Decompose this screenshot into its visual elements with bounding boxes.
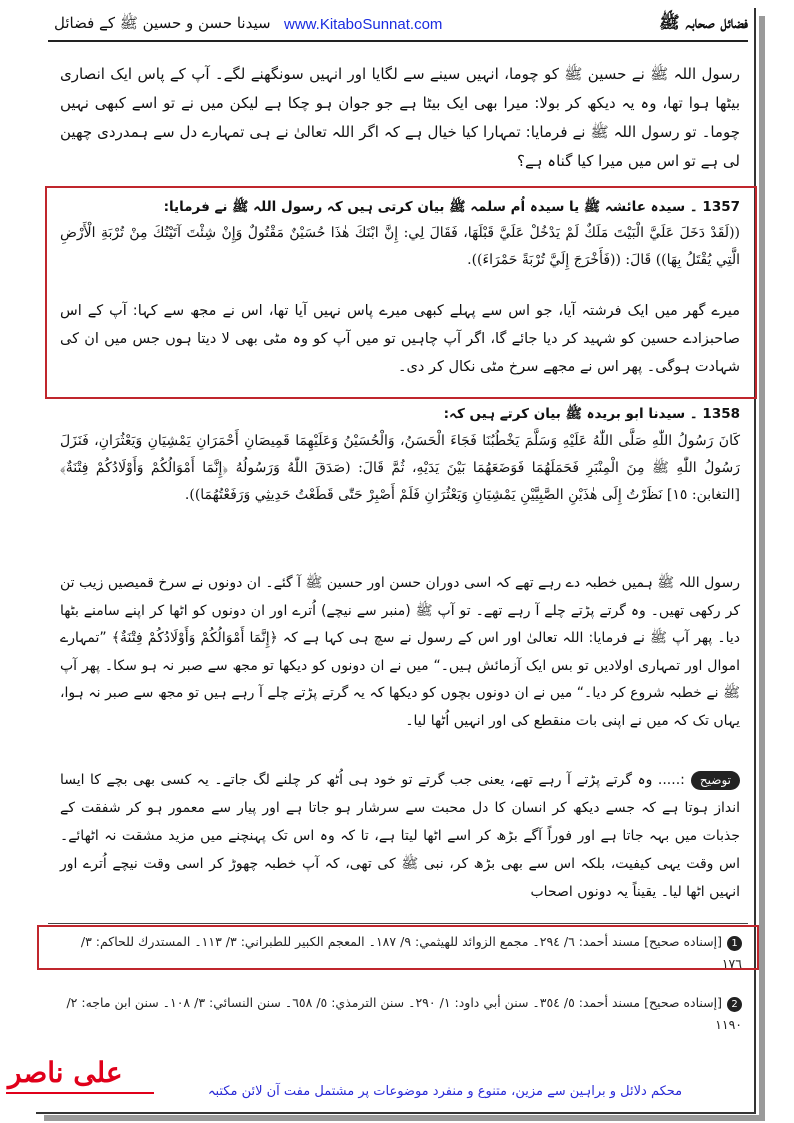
header-divider [48,40,748,42]
hadith-1357-translation: میرے گھر میں ایک فرشتہ آیا، جو اس سے پہلے کبھی میرے پاس نہیں آیا تھا، اس نے مجھ سے کہا: آپ کے اس صاحبزادے حسین کو شہید کر دیا جائے گا، اگر آپ چاہیں تو میں آپ کو وہ مٹی بھی لا دیتا ہوں جس میں ان کی شہادت ہوگی۔ پھر اس نے مجھے سرخ مٹی نکال کر دی۔ [60,303,740,375]
hadith-1357-intro: 1357 ۔ سیدہ عائشہ ﷺ یا سیدہ اُم سلمہ ﷺ بیان کرتی ہیں کہ رسول اللہ ﷺ نے فرمایا: [163,199,740,215]
running-header [48,10,748,40]
hadith-1358-intro: 1358 ۔ سیدنا ابو بریدہ ﷺ بیان کرتے ہیں کہ: [443,406,740,422]
page-shadow-bottom [44,1115,765,1121]
site-url[interactable]: www.KitaboSunnat.com [284,16,443,33]
footnote-number: 2 [727,997,742,1012]
hadith-1358-translation: رسول اللہ ﷺ ہمیں خطبہ دے رہے تھے کہ اسی دوران حسن اور حسین ﷺ آ گئے۔ ان دونوں نے سرخ قمیصیں زیب تن کر رکھی تھیں۔ وہ گرتے پڑتے چلے آ رہے تھے۔ تو آپ ﷺ (منبر سے نیچے) اُترے اور ان دونوں کو اٹھا کر اپنے سامنے بٹھا دیا۔ پھر آپ ﷺ نے فرمایا: اللہ تعالیٰ اور اس کے رسول نے سچ ہی کہا ہے کہ ﴿إِنَّمَا أَمْوَالُكُمْ وَأَوْلَادُكُمْ فِتْنَةٌ﴾ ”تمہارے اموال اور تمہاری اولادیں تو بس ایک آزمائش ہیں۔“ میں نے ان دونوں کو دیکھا تو مجھ سے صبر نہ ہو سکا۔ پھر آپ ﷺ نے خطبہ شروع کر دیا۔“ میں نے ان دونوں بچوں کو دیکھا کہ یہ گرتے پڑتے چلے آ رہے ہیں تو مجھ سے صبر نہ ہوا، یہاں تک کہ میں نے اپنی بات منقطع کی اور انہیں اُٹھا لیا۔ [60,575,740,729]
tawzih-paragraph [60,766,740,906]
paragraph-intro: رسول اللہ ﷺ نے حسین ﷺ کو چوما، انہیں سینے سے لگایا اور انہیں سونگھنے لگے۔ آپ کے پاس ایک انصاری بیٹھا ہوا تھا، وہ یہ دیکھ کر بولا: میرا بھی ایک بیٹا ہے جو جوان ہو چکا ہے لیکن میں نے تو اسے کبھی نہیں چوما۔ تو رسول اللہ ﷺ نے فرمایا: تمہارا کیا خیال ہے کہ اگر اللہ تعالیٰ نے ہی تمہارے دل سے ہمدردی چھین لی ہے تو اس میں میرا کیا گناہ ہے؟ [60,65,740,170]
signature-watermark: علی ناصر [8,1056,123,1089]
footnote-number: 1 [727,936,742,951]
footnote-2 [58,992,742,1036]
signature-underline [6,1092,154,1094]
page-shadow-right [759,16,765,1120]
tawzih-badge: توضیح [691,771,740,790]
footnote-1 [58,931,742,975]
footnote-divider [48,923,748,924]
chapter-title: سیدنا حسن و حسین ﷺ کے فضائل [54,14,271,32]
hadith-1358-arabic: كَانَ رَسُولُ اللّٰهِ صَلَّى اللّٰهُ عَلَيْهِ وَسَلَّمَ يَخْطُبُنَا فَجَاءَ الْحَسَنُ، وَالْحُسَيْنُ وَعَلَيْهِمَا قَمِيصَانِ أَحْمَرَانِ يَمْشِيَانِ وَيَعْثُرَانِ، فَنَزَلَ رَسُولُ اللّٰهِ ﷺ مِنَ الْمِنْبَرِ فَحَمَلَهُمَا فَوَضَعَهُمَا بَيْنَ يَدَيْهِ، ثُمَّ قَالَ: (صَدَقَ اللّٰهُ وَرَسُولُهُ ﴿إِنَّمَا أَمْوَالُكُمْ وَأَوْلَادُكُمْ فِتْنَةٌ﴾ [التغابن: ١٥] نَظَرْتُ إِلَى هٰذَيْنِ الصَّبِيَّيْنِ يَمْشِيَانِ وَيَعْثُرَانِ فَلَمْ أَصْبِرْ حَتّٰى قَطَعْتُ حَدِيثِي وَرَفَعْتُهُمَا)). [60,433,740,503]
book-title: فضائل صحابہ ﷺ [659,13,748,33]
footnote-text: [إسناده صحيح] مسند أحمد: ٦/ ٢٩٤۔ مجمع الزوائد للهيثمي: ٩/ ١٨٧۔ المعجم الكبير للطبراني: ٣/ ١١٣۔ المستدرك للحاكم: ٣/ ١٧٦ [80,934,742,971]
tawzih-text: :..... وہ گرتے پڑتے آ رہے تھے، یعنی جب گرتے تو خود ہی اُٹھ کر چلنے لگ جاتے۔ یہ کسی بھی بچے کا ایسا انداز ہوتا ہے کہ جسے دیکھ کر انسان کا دل محبت سے سرشار ہو جاتا ہے اور پیار سے معمور ہو کر شفقت کے جذبات میں بہہ جاتا ہے اور فوراً آگے بڑھ کر اسے اٹھا لیتا ہے، تا کہ وہ اس تک پہنچنے میں مزید مشقت نہ اٹھائے۔ اس وقت یہی کیفیت، بلکہ اس سے بھی بڑھ کر، نبی ﷺ کی تھی، کہ آپ خطبہ چھوڑ کر اسی وقت نیچے اُترے اور انہیں اٹھا لیا۔ یقیناً یہ دونوں اصحاب [60,772,740,900]
footer-tagline: محکم دلائل و براہین سے مزین، متنوع و منفرد موضوعات پر مشتمل مفت آن لائن مکتبہ [207,1084,683,1099]
hadith-1357-arabic: ((لَقَدْ دَخَلَ عَلَيَّ الْبَيْتَ مَلَكٌ لَمْ يَدْخُلْ عَلَيَّ قَبْلَهَا، فَقَالَ لِي: إِنَّ ابْنَكَ هٰذَا حُسَيْنٌ مَقْتُولٌ وَإِنْ شِئْتَ آتَيْتُكَ مِنْ تُرْبَةِ الْأَرْضِ الَّتِي يُقْتَلُ بِهَا)) قَالَ: ((فَأَخْرَجَ إِلَيَّ تُرْبَةً حَمْرَاءَ)). [60,225,740,268]
footnote-text: [إسناده صحيح] مسند أحمد: ٥/ ٣٥٤۔ سنن أبي داود: ١/ ٢٩٠۔ سنن الترمذي: ٥/ ٦٥٨۔ سنن النسائي: ٣/ ١٠٨۔ سنن ابن ماجه: ٢/ ١١٩٠ [66,995,742,1032]
